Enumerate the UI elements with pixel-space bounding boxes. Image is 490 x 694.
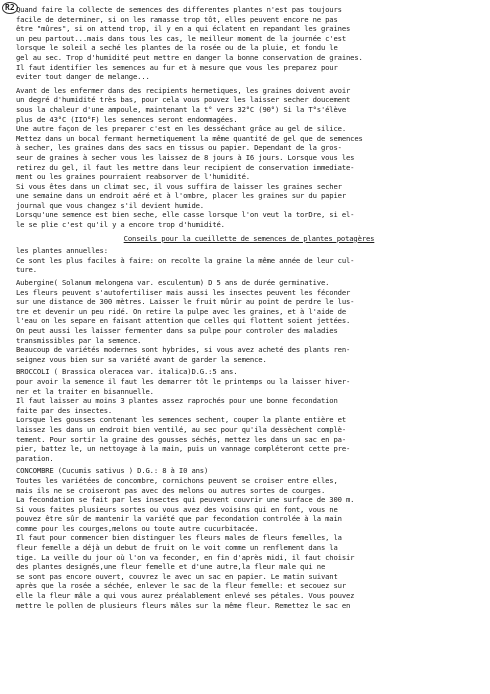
- text-line: seignez vous bien sur sa variété avant de garder la semence.: [16, 354, 267, 364]
- plant-entry-concombre: [16, 466, 482, 610]
- text-line: BROCCOLI ( Brassica oleracea var. italica)D.G.:5 ans.: [16, 367, 238, 377]
- text-line: CONCOMBRE (Cucumis sativus ) D.G.: 8 à I0 ans): [16, 466, 209, 476]
- text-line: Toutes les variétées de concombre, cornichons peuvent se croiser entre elles,: [16, 475, 338, 485]
- text-line: ment ou les graines pourraient reabsorver de l'humidité.: [16, 172, 250, 182]
- text-line: après que la rosée a séchée, enlever le sac de la fleur femelle: et secouez sur: [16, 581, 347, 591]
- text-line: eviter tout danger de melange...: [16, 72, 150, 82]
- text-line: Il faut pour commencer bien distinguer les fleurs males de fleurs femelles, la: [16, 533, 342, 543]
- text-line: comme pour les courges,melons ou toute autre cucurbitacée.: [16, 523, 259, 533]
- text-line: les plantes annuelles:: [16, 246, 108, 256]
- text-line: ture.: [16, 265, 37, 275]
- text-line: laissez les dans un endroit bien ventilé, au sec pour qu'ila dessèchent complè-: [16, 424, 347, 434]
- section-heading: Conseils pour la cueillette de semences de plantes potagères: [123, 233, 375, 243]
- text-line: le se plie c'est qu'il y a encore trop d'humidité.: [16, 220, 225, 230]
- intro-paragraph-1: [16, 5, 482, 82]
- text-line: Une autre façon de les preparer c'est en les desséchant grâce au gel de silice.: [16, 124, 347, 134]
- text-line: sous la chaleur d'une ampoule, maintenant la t° vers 32°C (90°) Si la T°s'élève: [16, 104, 347, 114]
- text-line: à secher, les graines dans des sacs en tissus ou papier. Dependant de la gros-: [16, 143, 342, 153]
- text-line: Quand faire la collecte de semences des differentes plantes n'est pas toujours: [16, 5, 342, 14]
- text-line: mais ils ne se croiseront pas avec des melons ou autres sortes de courges.: [16, 485, 326, 495]
- page-label: R2: [2, 2, 18, 14]
- text-line: Aubergine( Solanum melongena var. esculentum) D 5 ans de durée germinative.: [16, 278, 330, 288]
- text-line: un peu partout...mais dans tous les cas, le meilleur moment de la journée c'est: [16, 33, 347, 43]
- section-intro: [16, 246, 482, 275]
- text-line: tige. La veille du jour où l'on va feconder, en fin d'après midi, il faut choisir: [16, 552, 355, 562]
- plant-entry-broccoli: [16, 367, 482, 463]
- text-line: On peut aussi les laisser fermenter dans sa pulpe pour controler des maladies: [16, 326, 338, 335]
- document-body: [16, 5, 482, 613]
- text-line: gel au sec. Trop d'humidité peut mettre en danger la bonne conservation de graines.: [16, 52, 363, 62]
- text-line: ner et la traiter en bisannuelle.: [16, 386, 154, 396]
- text-line: seur de graines à secher vous les laissez de 8 jours à I6 jours. Lorsque vous les: [16, 152, 355, 162]
- text-line: Si vous faites plusieurs sortes ou vous avez des voisins qui en font, vous ne: [16, 504, 338, 514]
- text-line: Il faut laisser au moins 3 plantes assez raprochés pour une bonne fecondation: [16, 396, 338, 406]
- text-line: Ce sont les plus faciles à faire: on recolte la graine la même année de leur cul-: [16, 255, 355, 265]
- text-line: faite par des insectes.: [16, 405, 113, 415]
- text-line: journal que vous changez s'il devient humide.: [16, 200, 204, 210]
- text-line: une semaine dans un endroit aéré et à l'ombre, placer les graines sur du papier: [16, 191, 347, 201]
- text-line: se sont pas encore ouvert, couvrez le avec un sac en papier. Le matin suivant: [16, 571, 338, 581]
- text-line: transmissibles par la semence.: [16, 335, 142, 345]
- text-line: elle la fleur mâle a qui vous aurez préalablement enlevé ses pétales. Vous pouvez: [16, 591, 355, 601]
- text-line: paration.: [16, 453, 54, 463]
- text-line: Avant de les enfermer dans des recipients hermetiques, les graines doivent avoir: [16, 85, 351, 95]
- text-line: l'eau on les separe en faisant attention que celles qui flottent soient jettées.: [16, 316, 351, 326]
- text-line: mettre le pollen de plusieurs fleurs mâles sur la même fleur. Remettez le sac en: [16, 600, 351, 610]
- text-line: être "mûres", si on attend trop, il y en a qui éclatent en repandant les graines: [16, 24, 351, 34]
- text-line: tement. Pour sortir la graine des gousses séchés, mettez les dans un sac en pa-: [16, 434, 347, 444]
- plant-entry-aubergine: [16, 278, 482, 364]
- text-line: des plantes designés,une fleur femelle et d'une autre,la fleur male qui ne: [16, 562, 326, 572]
- text-line: pier, battez le, un nettoyage à la main, puis un vannage compléteront cette pre-: [16, 444, 351, 454]
- text-line: Mettez dans un bocal fermant hermetiquement la même quantité de gel que de semences: [16, 133, 363, 143]
- text-line: La fecondation se fait par les insectes qui peuvent couvrir une surface de 300 m.: [16, 495, 355, 505]
- text-line: un degré d'humidité très bas, pour cela vous pouvez les laisser secher doucement: [16, 95, 351, 105]
- text-line: Lorsque les gousses contenant les semences sechent, couper la plante entière et: [16, 415, 347, 425]
- intro-paragraph-2: [16, 86, 482, 230]
- text-line: pour avoir la semence il faut les demarrer tôt le printemps ou la laisser hiver-: [16, 376, 351, 386]
- text-line: Il faut identifier les semences au fur et à mesure que vous les preparez pour: [16, 62, 338, 72]
- text-line: pouvez être sûr de mantenir la variété que par fecondation controlée à la main: [16, 514, 342, 524]
- text-line: fleur femelle a déjà un debut de fruit on le voit comme un renflement dans la: [16, 543, 338, 553]
- text-line: plus de 43°C (IIO°F) les semences seront endommagées.: [16, 114, 238, 124]
- text-line: Beaucoup de variétés modernes sont hybrides, si vous avez acheté des plants ren-: [16, 345, 351, 355]
- text-line: facile de determiner, si on les ramasse trop tôt, elles peuvent encore ne pas: [16, 14, 338, 24]
- text-line: tre et devenir un peu ridé. On retire la pulpe avec les graines, et à l'aide de: [16, 306, 347, 316]
- text-line: lorsque le soleil a seché les plantes de la rosée ou de la pluie, et fondu le: [16, 43, 338, 53]
- text-line: Si vous êtes dans un climat sec, il vous suffira de laisser les graines secher: [16, 181, 342, 191]
- text-line: Les fleurs peuvent s'autofertiliser mais aussi les insectes peuvent les féconder: [16, 287, 351, 297]
- text-line: Lorsqu'une semence est bien seche, elle casse lorsque l'on veut la torDre, si el-: [16, 210, 355, 220]
- text-line: retirez du gel, il faut les mettre dans leur recipient de conservation immediate-: [16, 162, 355, 172]
- text-line: sur une distance de 300 mètres. Laisser le fruit mûrir au point de perdre le lus-: [16, 297, 355, 307]
